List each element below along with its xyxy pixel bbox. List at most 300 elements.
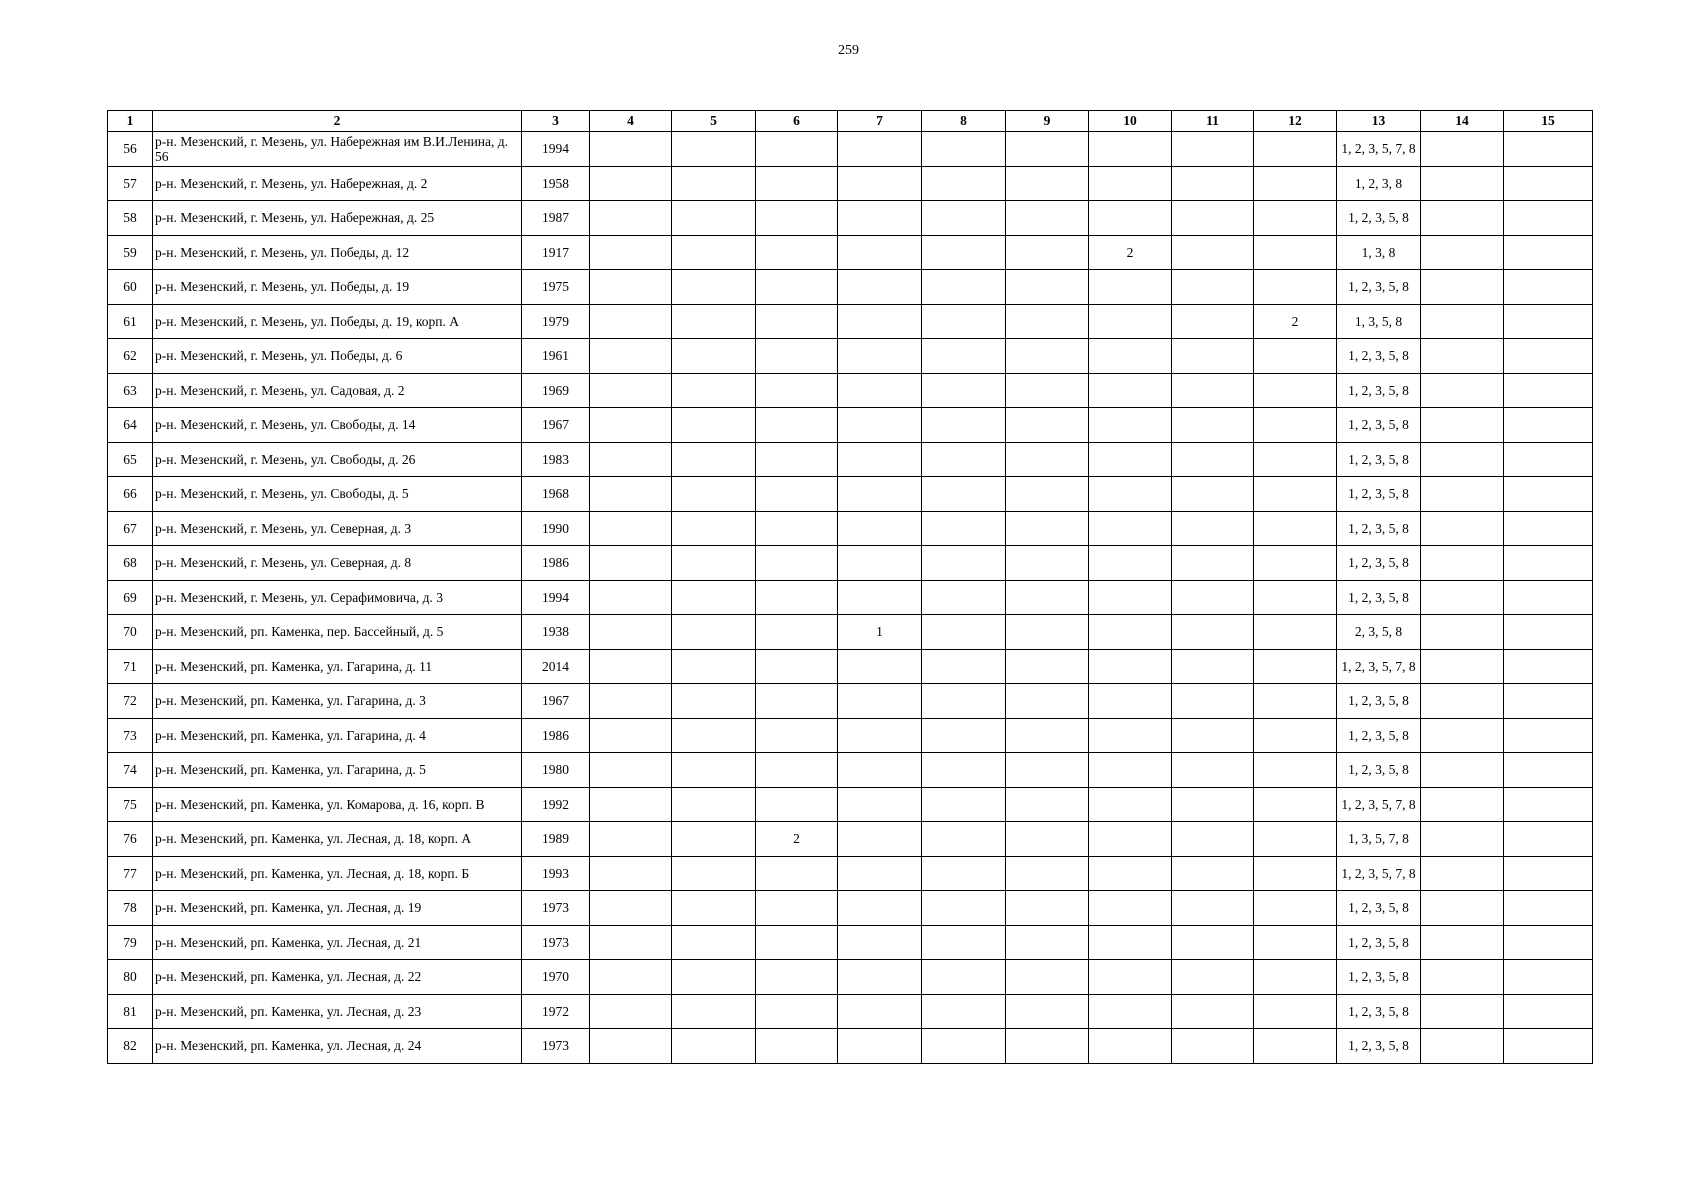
address-cell: р-н. Мезенский, рп. Каменка, ул. Комарова, д. 16, корп. В: [153, 787, 522, 822]
column-5-cell: [672, 132, 756, 167]
column-7-cell: [838, 718, 922, 753]
codes-cell: 1, 2, 3, 5, 8: [1337, 511, 1421, 546]
address-cell: р-н. Мезенский, г. Мезень, ул. Свободы, д. 26: [153, 442, 522, 477]
row-number-cell: 57: [108, 166, 153, 201]
column-11-cell: [1172, 132, 1254, 167]
column-15-cell: [1504, 270, 1593, 305]
address-cell: р-н. Мезенский, рп. Каменка, пер. Бассейный, д. 5: [153, 615, 522, 650]
column-7-cell: [838, 477, 922, 512]
row-number-cell: 82: [108, 1029, 153, 1064]
column-15-cell: [1504, 1029, 1593, 1064]
column-12-cell: [1254, 408, 1337, 443]
table-row: [108, 753, 1593, 788]
column-15-cell: [1504, 408, 1593, 443]
column-4-cell: [590, 994, 672, 1029]
address-cell: р-н. Мезенский, рп. Каменка, ул. Лесная, д. 19: [153, 891, 522, 926]
table-row: [108, 373, 1593, 408]
column-5-cell: [672, 270, 756, 305]
column-12-cell: [1254, 822, 1337, 857]
column-12-cell: [1254, 442, 1337, 477]
row-number-cell: 73: [108, 718, 153, 753]
column-12-cell: [1254, 166, 1337, 201]
column-14-cell: [1421, 339, 1504, 374]
column-7-cell: [838, 753, 922, 788]
column-10-cell: [1089, 649, 1172, 684]
row-number-cell: 74: [108, 753, 153, 788]
column-12-cell: [1254, 684, 1337, 719]
column-5-cell: [672, 856, 756, 891]
column-7-cell: [838, 442, 922, 477]
row-number-cell: 59: [108, 235, 153, 270]
row-number-cell: 56: [108, 132, 153, 167]
codes-cell: 1, 2, 3, 5, 8: [1337, 925, 1421, 960]
column-14-cell: [1421, 304, 1504, 339]
column-12-cell: [1254, 891, 1337, 926]
column-14-cell: [1421, 235, 1504, 270]
column-11-cell: [1172, 166, 1254, 201]
column-header-1: 1: [108, 111, 153, 132]
column-15-cell: [1504, 960, 1593, 995]
column-12-cell: [1254, 925, 1337, 960]
column-6-cell: [756, 649, 838, 684]
column-8-cell: [922, 856, 1006, 891]
column-7-cell: [838, 408, 922, 443]
year-cell: 1938: [522, 615, 590, 650]
column-9-cell: [1006, 166, 1089, 201]
column-14-cell: [1421, 270, 1504, 305]
column-8-cell: [922, 1029, 1006, 1064]
codes-cell: 1, 2, 3, 5, 8: [1337, 201, 1421, 236]
column-8-cell: [922, 442, 1006, 477]
column-11-cell: [1172, 201, 1254, 236]
column-11-cell: [1172, 615, 1254, 650]
column-8-cell: [922, 132, 1006, 167]
table-row: [108, 891, 1593, 926]
column-header-13: 13: [1337, 111, 1421, 132]
column-14-cell: [1421, 1029, 1504, 1064]
column-4-cell: [590, 546, 672, 581]
column-8-cell: [922, 753, 1006, 788]
address-cell: р-н. Мезенский, рп. Каменка, ул. Гагарина, д. 3: [153, 684, 522, 719]
column-6-cell: [756, 235, 838, 270]
column-header-12: 12: [1254, 111, 1337, 132]
column-7-cell: [838, 132, 922, 167]
column-6-cell: [756, 132, 838, 167]
codes-cell: 1, 3, 5, 7, 8: [1337, 822, 1421, 857]
column-4-cell: [590, 270, 672, 305]
table-row: [108, 132, 1593, 167]
column-10-cell: [1089, 339, 1172, 374]
column-6-cell: [756, 615, 838, 650]
year-cell: 1970: [522, 960, 590, 995]
column-9-cell: [1006, 649, 1089, 684]
column-11-cell: [1172, 684, 1254, 719]
column-7-cell: [838, 546, 922, 581]
column-10-cell: [1089, 580, 1172, 615]
column-14-cell: [1421, 201, 1504, 236]
row-number-cell: 61: [108, 304, 153, 339]
column-10-cell: [1089, 994, 1172, 1029]
column-11-cell: [1172, 339, 1254, 374]
column-7-cell: [838, 373, 922, 408]
column-12-cell: [1254, 546, 1337, 581]
column-header-4: 4: [590, 111, 672, 132]
codes-cell: 1, 2, 3, 5, 8: [1337, 373, 1421, 408]
column-9-cell: [1006, 684, 1089, 719]
table-row: [108, 477, 1593, 512]
column-12-cell: [1254, 132, 1337, 167]
column-8-cell: [922, 684, 1006, 719]
column-11-cell: [1172, 787, 1254, 822]
row-number-cell: 63: [108, 373, 153, 408]
header-row: [108, 111, 1593, 132]
column-11-cell: [1172, 960, 1254, 995]
table-row: [108, 408, 1593, 443]
column-11-cell: [1172, 580, 1254, 615]
column-10-cell: [1089, 787, 1172, 822]
column-11-cell: [1172, 649, 1254, 684]
codes-cell: 1, 2, 3, 5, 8: [1337, 891, 1421, 926]
column-11-cell: [1172, 442, 1254, 477]
column-6-cell: [756, 546, 838, 581]
column-15-cell: [1504, 925, 1593, 960]
column-5-cell: [672, 408, 756, 443]
column-8-cell: [922, 649, 1006, 684]
column-12-cell: [1254, 960, 1337, 995]
column-8-cell: [922, 373, 1006, 408]
year-cell: 1967: [522, 408, 590, 443]
codes-cell: 1, 3, 5, 8: [1337, 304, 1421, 339]
column-9-cell: [1006, 373, 1089, 408]
column-4-cell: [590, 649, 672, 684]
year-cell: 1958: [522, 166, 590, 201]
table-row: [108, 787, 1593, 822]
address-cell: р-н. Мезенский, рп. Каменка, ул. Гагарина, д. 11: [153, 649, 522, 684]
year-cell: 1993: [522, 856, 590, 891]
column-11-cell: [1172, 511, 1254, 546]
column-7-cell: [838, 201, 922, 236]
column-11-cell: [1172, 373, 1254, 408]
column-9-cell: [1006, 201, 1089, 236]
column-15-cell: [1504, 235, 1593, 270]
column-14-cell: [1421, 822, 1504, 857]
row-number-cell: 72: [108, 684, 153, 719]
column-9-cell: [1006, 891, 1089, 926]
address-cell: р-н. Мезенский, г. Мезень, ул. Набережная им В.И.Ленина, д. 56: [153, 132, 522, 167]
column-6-cell: [756, 684, 838, 719]
codes-cell: 1, 2, 3, 5, 8: [1337, 477, 1421, 512]
column-8-cell: [922, 615, 1006, 650]
column-4-cell: [590, 718, 672, 753]
column-10-cell: [1089, 511, 1172, 546]
address-cell: р-н. Мезенский, г. Мезень, ул. Свободы, д. 14: [153, 408, 522, 443]
column-15-cell: [1504, 718, 1593, 753]
column-4-cell: [590, 891, 672, 926]
column-6-cell: [756, 753, 838, 788]
column-8-cell: [922, 891, 1006, 926]
table-row: [108, 270, 1593, 305]
column-9-cell: [1006, 787, 1089, 822]
column-6-cell: [756, 1029, 838, 1064]
column-12-cell: [1254, 615, 1337, 650]
column-4-cell: [590, 201, 672, 236]
year-cell: 1990: [522, 511, 590, 546]
column-4-cell: [590, 166, 672, 201]
address-cell: р-н. Мезенский, г. Мезень, ул. Победы, д. 19: [153, 270, 522, 305]
column-6-cell: [756, 856, 838, 891]
column-6-cell: [756, 511, 838, 546]
table-row: [108, 856, 1593, 891]
column-9-cell: [1006, 925, 1089, 960]
address-cell: р-н. Мезенский, г. Мезень, ул. Победы, д. 12: [153, 235, 522, 270]
column-10-cell: [1089, 166, 1172, 201]
column-8-cell: [922, 339, 1006, 374]
column-7-cell: [838, 1029, 922, 1064]
column-11-cell: [1172, 235, 1254, 270]
year-cell: 1961: [522, 339, 590, 374]
column-4-cell: [590, 477, 672, 512]
column-15-cell: [1504, 649, 1593, 684]
column-header-2: 2: [153, 111, 522, 132]
table-row: [108, 339, 1593, 374]
column-4-cell: [590, 442, 672, 477]
year-cell: 1986: [522, 718, 590, 753]
column-12-cell: [1254, 1029, 1337, 1064]
column-6-cell: 2: [756, 822, 838, 857]
row-number-cell: 75: [108, 787, 153, 822]
column-6-cell: [756, 408, 838, 443]
column-7-cell: [838, 580, 922, 615]
address-cell: р-н. Мезенский, рп. Каменка, ул. Лесная, д. 18, корп. А: [153, 822, 522, 857]
column-7-cell: [838, 822, 922, 857]
column-9-cell: [1006, 994, 1089, 1029]
column-8-cell: [922, 546, 1006, 581]
column-15-cell: [1504, 787, 1593, 822]
column-10-cell: [1089, 753, 1172, 788]
table-row: [108, 1029, 1593, 1064]
column-5-cell: [672, 511, 756, 546]
column-11-cell: [1172, 546, 1254, 581]
row-number-cell: 58: [108, 201, 153, 236]
column-5-cell: [672, 925, 756, 960]
column-9-cell: [1006, 546, 1089, 581]
column-7-cell: [838, 235, 922, 270]
address-cell: р-н. Мезенский, рп. Каменка, ул. Лесная, д. 23: [153, 994, 522, 1029]
column-15-cell: [1504, 511, 1593, 546]
page-number: 259: [838, 43, 859, 58]
year-cell: 1967: [522, 684, 590, 719]
address-cell: р-н. Мезенский, г. Мезень, ул. Набережная, д. 2: [153, 166, 522, 201]
column-15-cell: [1504, 684, 1593, 719]
column-15-cell: [1504, 891, 1593, 926]
table-row: [108, 994, 1593, 1029]
column-10-cell: [1089, 822, 1172, 857]
codes-cell: 1, 2, 3, 5, 8: [1337, 1029, 1421, 1064]
codes-cell: 1, 2, 3, 5, 8: [1337, 580, 1421, 615]
codes-cell: 1, 2, 3, 5, 8: [1337, 408, 1421, 443]
column-5-cell: [672, 718, 756, 753]
table-row: [108, 511, 1593, 546]
column-5-cell: [672, 201, 756, 236]
column-8-cell: [922, 270, 1006, 305]
column-5-cell: [672, 787, 756, 822]
table-row: [108, 580, 1593, 615]
column-10-cell: [1089, 891, 1172, 926]
column-15-cell: [1504, 753, 1593, 788]
column-5-cell: [672, 235, 756, 270]
column-10-cell: [1089, 925, 1172, 960]
column-header-14: 14: [1421, 111, 1504, 132]
row-number-cell: 69: [108, 580, 153, 615]
codes-cell: 1, 3, 8: [1337, 235, 1421, 270]
column-header-6: 6: [756, 111, 838, 132]
year-cell: 1983: [522, 442, 590, 477]
column-7-cell: [838, 856, 922, 891]
column-10-cell: [1089, 201, 1172, 236]
column-14-cell: [1421, 925, 1504, 960]
column-12-cell: [1254, 856, 1337, 891]
column-9-cell: [1006, 442, 1089, 477]
table-row: [108, 304, 1593, 339]
table-row: [108, 235, 1593, 270]
column-4-cell: [590, 132, 672, 167]
column-9-cell: [1006, 960, 1089, 995]
column-7-cell: 1: [838, 615, 922, 650]
column-6-cell: [756, 891, 838, 926]
column-6-cell: [756, 201, 838, 236]
column-4-cell: [590, 339, 672, 374]
codes-cell: 1, 2, 3, 5, 7, 8: [1337, 132, 1421, 167]
column-12-cell: [1254, 787, 1337, 822]
column-14-cell: [1421, 408, 1504, 443]
year-cell: 1994: [522, 580, 590, 615]
column-10-cell: [1089, 718, 1172, 753]
column-5-cell: [672, 442, 756, 477]
column-8-cell: [922, 925, 1006, 960]
column-7-cell: [838, 339, 922, 374]
address-cell: р-н. Мезенский, рп. Каменка, ул. Лесная, д. 24: [153, 1029, 522, 1064]
year-cell: 1917: [522, 235, 590, 270]
column-6-cell: [756, 787, 838, 822]
column-9-cell: [1006, 718, 1089, 753]
row-number-cell: 81: [108, 994, 153, 1029]
address-cell: р-н. Мезенский, г. Мезень, ул. Северная, д. 8: [153, 546, 522, 581]
address-cell: р-н. Мезенский, г. Мезень, ул. Набережная, д. 25: [153, 201, 522, 236]
column-4-cell: [590, 787, 672, 822]
column-11-cell: [1172, 718, 1254, 753]
table-row: [108, 684, 1593, 719]
column-15-cell: [1504, 477, 1593, 512]
year-cell: 1973: [522, 891, 590, 926]
year-cell: 1989: [522, 822, 590, 857]
column-15-cell: [1504, 856, 1593, 891]
column-15-cell: [1504, 580, 1593, 615]
column-5-cell: [672, 1029, 756, 1064]
column-9-cell: [1006, 270, 1089, 305]
column-11-cell: [1172, 753, 1254, 788]
row-number-cell: 65: [108, 442, 153, 477]
address-cell: р-н. Мезенский, рп. Каменка, ул. Лесная, д. 18, корп. Б: [153, 856, 522, 891]
column-9-cell: [1006, 235, 1089, 270]
column-7-cell: [838, 787, 922, 822]
column-5-cell: [672, 373, 756, 408]
row-number-cell: 60: [108, 270, 153, 305]
column-10-cell: [1089, 408, 1172, 443]
column-header-7: 7: [838, 111, 922, 132]
column-5-cell: [672, 753, 756, 788]
codes-cell: 1, 2, 3, 5, 8: [1337, 753, 1421, 788]
column-15-cell: [1504, 994, 1593, 1029]
column-14-cell: [1421, 580, 1504, 615]
column-11-cell: [1172, 477, 1254, 512]
table-row: [108, 960, 1593, 995]
column-12-cell: [1254, 580, 1337, 615]
address-cell: р-н. Мезенский, г. Мезень, ул. Свободы, д. 5: [153, 477, 522, 512]
row-number-cell: 71: [108, 649, 153, 684]
column-10-cell: [1089, 442, 1172, 477]
column-7-cell: [838, 891, 922, 926]
column-9-cell: [1006, 753, 1089, 788]
address-cell: р-н. Мезенский, г. Мезень, ул. Серафимовича, д. 3: [153, 580, 522, 615]
column-5-cell: [672, 580, 756, 615]
year-cell: 2014: [522, 649, 590, 684]
column-7-cell: [838, 684, 922, 719]
column-15-cell: [1504, 304, 1593, 339]
column-7-cell: [838, 304, 922, 339]
column-9-cell: [1006, 132, 1089, 167]
column-9-cell: [1006, 1029, 1089, 1064]
column-14-cell: [1421, 787, 1504, 822]
codes-cell: 1, 2, 3, 5, 8: [1337, 960, 1421, 995]
codes-cell: 1, 2, 3, 5, 8: [1337, 442, 1421, 477]
row-number-cell: 80: [108, 960, 153, 995]
column-header-5: 5: [672, 111, 756, 132]
column-12-cell: [1254, 753, 1337, 788]
column-6-cell: [756, 960, 838, 995]
column-4-cell: [590, 373, 672, 408]
column-11-cell: [1172, 822, 1254, 857]
column-header-8: 8: [922, 111, 1006, 132]
address-cell: р-н. Мезенский, г. Мезень, ул. Северная, д. 3: [153, 511, 522, 546]
column-10-cell: 2: [1089, 235, 1172, 270]
column-15-cell: [1504, 442, 1593, 477]
year-cell: 1986: [522, 546, 590, 581]
column-7-cell: [838, 925, 922, 960]
column-10-cell: [1089, 1029, 1172, 1064]
column-8-cell: [922, 718, 1006, 753]
table-row: [108, 649, 1593, 684]
column-10-cell: [1089, 132, 1172, 167]
column-14-cell: [1421, 373, 1504, 408]
column-9-cell: [1006, 339, 1089, 374]
column-6-cell: [756, 339, 838, 374]
column-6-cell: [756, 442, 838, 477]
table-row: [108, 925, 1593, 960]
column-7-cell: [838, 511, 922, 546]
column-5-cell: [672, 304, 756, 339]
codes-cell: 1, 2, 3, 5, 8: [1337, 684, 1421, 719]
column-header-9: 9: [1006, 111, 1089, 132]
year-cell: 1975: [522, 270, 590, 305]
column-5-cell: [672, 477, 756, 512]
column-12-cell: [1254, 201, 1337, 236]
column-6-cell: [756, 304, 838, 339]
column-8-cell: [922, 477, 1006, 512]
column-7-cell: [838, 166, 922, 201]
column-15-cell: [1504, 373, 1593, 408]
column-14-cell: [1421, 891, 1504, 926]
row-number-cell: 66: [108, 477, 153, 512]
